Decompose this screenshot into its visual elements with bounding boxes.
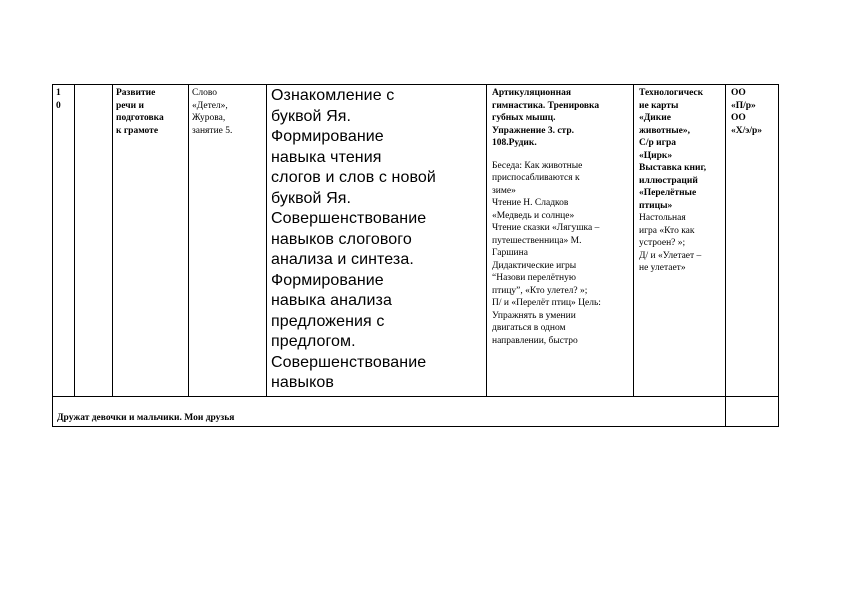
environment-line: «Цирк» <box>639 150 673 161</box>
activity-line: Беседа: Как животные <box>492 160 583 171</box>
source-line: Журова, <box>192 113 226 123</box>
integration-cell <box>731 87 777 137</box>
objective-line: навыков слогового <box>271 230 412 248</box>
activity-line: 108.Рудик. <box>492 138 537 148</box>
activity-line: птицу”, «Кто улетел? »; <box>492 285 588 296</box>
objective-line: предлогом. <box>271 333 356 350</box>
environment-line: ие карты <box>639 100 679 111</box>
objective-line: Совершенствование <box>271 353 427 371</box>
objective-line: Совершенствование <box>271 210 427 227</box>
row-number-cell <box>56 87 72 113</box>
environment-cell <box>639 87 724 275</box>
activity-line: П/ и «Перелёт птиц» Цель: <box>492 298 601 308</box>
activity-line: приспосабливаются к <box>492 173 580 183</box>
environment-line: игра «Кто как <box>639 225 695 236</box>
environment-line: «Перелётные <box>639 188 697 198</box>
col-divider <box>74 84 75 397</box>
environment-line: животные», <box>639 125 690 136</box>
environment-line: иллюстраций <box>639 175 698 186</box>
environment-line: Д/ и «Улетает – <box>639 250 702 261</box>
environment-line: Выставка книг, <box>639 163 707 173</box>
area-line: подготовка <box>116 113 164 123</box>
objective-line: буквой Яя. <box>271 189 352 207</box>
col-divider <box>266 84 267 397</box>
activity-line: Дидактические игры <box>492 260 577 271</box>
activity-line: Чтение Н. Сладков <box>492 198 569 208</box>
integration-line: «П/р» <box>731 100 756 111</box>
integration-line: «Х/э/р» <box>731 125 763 136</box>
activity-line: двигаться в одном <box>492 323 566 333</box>
objective-line: навыков <box>271 374 335 391</box>
activities-cell <box>492 87 632 396</box>
table-top-border <box>52 84 779 85</box>
activity-line: направлении, быстро <box>492 335 578 346</box>
source-line: Слово <box>192 88 217 98</box>
objective-line: анализа и синтеза. <box>271 251 414 268</box>
area-line: речи и <box>116 100 144 111</box>
table-left-border <box>52 84 53 427</box>
col-divider <box>633 84 634 397</box>
source-line: занятие 5. <box>192 125 233 136</box>
row-number-line: 1 <box>56 88 61 98</box>
row-divider <box>52 396 779 397</box>
environment-line: Технологическ <box>639 88 704 98</box>
col-divider <box>725 84 726 427</box>
environment-line: Настольная <box>639 213 686 223</box>
activity-line: “Назови перелётную <box>492 273 576 283</box>
environment-line: устроен? »; <box>639 238 686 248</box>
environment-line: не улетает» <box>639 263 686 273</box>
objective-line: буквой Яя. <box>271 107 352 125</box>
integration-line: ОО <box>731 113 746 123</box>
row-number-line: 0 <box>56 101 61 111</box>
activity-line: Упражнять в умении <box>492 310 576 321</box>
activity-line: «Медведь и солнце» <box>492 210 575 221</box>
integration-line: ОО <box>731 88 746 98</box>
education-area-cell <box>116 87 186 137</box>
area-line: Развитие <box>116 88 156 98</box>
area-line: к грамоте <box>116 125 159 136</box>
activity-line: Артикуляционная <box>492 88 572 98</box>
activity-line: губных мышц. <box>492 113 556 123</box>
activity-line: путешественница» М. <box>492 235 582 246</box>
objective-line: навыка анализа <box>271 292 392 309</box>
objective-line: предложения с <box>271 312 385 330</box>
table-right-border <box>778 84 779 427</box>
activity-line: Гаршина <box>492 248 528 258</box>
activity-line: Чтение сказки «Лягушка – <box>492 223 600 233</box>
objective-line: Формирование <box>271 128 384 145</box>
col-divider <box>486 84 487 397</box>
col-divider <box>112 84 113 397</box>
col-divider <box>188 84 189 397</box>
environment-line: птицы» <box>639 200 673 211</box>
source-cell <box>192 87 264 137</box>
objective-line: Формирование <box>271 271 384 289</box>
objective-line: слогов и слов с новой <box>271 169 436 186</box>
activity-line: зиме» <box>492 185 516 196</box>
lesson-objectives-cell <box>271 86 485 396</box>
objective-line: Ознакомление с <box>271 87 395 104</box>
activity-line: Упражнение 3. стр. <box>492 125 574 136</box>
topic-row-text: Дружат девочки и мальчики. Мои друзья <box>57 413 235 423</box>
objective-line: навыка чтения <box>271 148 382 166</box>
environment-line: «Дикие <box>639 113 671 123</box>
table-bottom-border <box>52 426 779 427</box>
activity-line: гимнастика. Тренировка <box>492 100 600 111</box>
source-line: «Детел», <box>192 100 228 111</box>
environment-line: С/р игра <box>639 138 676 148</box>
